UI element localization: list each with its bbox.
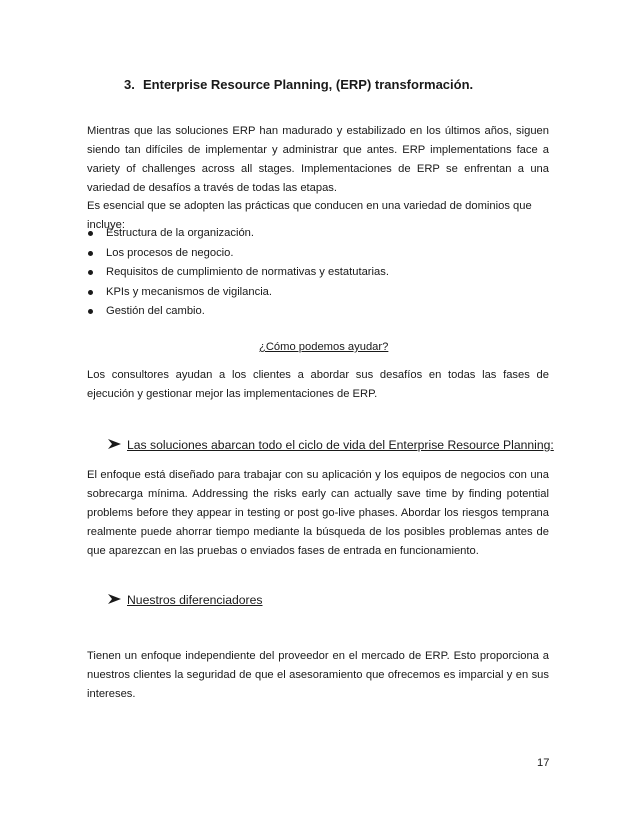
help-paragraph: Los consultores ayudan a los clientes a abordar sus desafíos en todas las fases de ejecución y gestionar mejor las implementaciones de ERP. [87,369,549,400]
section-heading [124,77,473,92]
list-item: Estructura de la organización. [87,224,389,244]
differentiators-paragraph: Tienen un enfoque independiente del proveedor en el mercado de ERP. Esto proporciona a nuestros clientes la seguridad de que el asesoramiento que ofrecemos es imparcial y en sus intereses. [87,650,549,700]
practices-intro: Es esencial que se adopten las prácticas que conducen en una variedad de dominios que incluye: [87,200,532,231]
list-item: Los procesos de negocio. [87,244,389,264]
practices-list [87,224,389,322]
help-heading: ¿Cómo podemos ayudar? [259,341,389,353]
intro-paragraph: Mientras que las soluciones ERP han madurado y estabilizado en los últimos años, siguen siendo tan difíciles de implementar y administrar que antes. ERP implementations face a variety of challenges across all stages. Implementaciones de ERP se enfrentan a una variedad de desafíos a través de todas las etapas. [87,125,549,194]
section-number: 3. [124,77,135,92]
bullet-dot-icon [88,251,93,256]
bullet-dot-icon [88,231,93,236]
list-item: Requisitos de cumplimiento de normativas y estatutarias. [87,263,389,283]
bullet-dot-icon [88,290,93,295]
section-title: Enterprise Resource Planning, (ERP) transformación. [143,77,474,92]
list-item: Gestión del cambio. [87,302,389,322]
lifecycle-heading: Las soluciones abarcan todo el ciclo de vida del Enterprise Resource Planning: [107,438,554,452]
differentiators-heading: Nuestros diferenciadores [107,593,263,607]
bullet-dot-icon [88,270,93,275]
arrowhead-bullet-icon [107,438,123,450]
list-item: KPIs y mecanismos de vigilancia. [87,283,389,303]
bullet-dot-icon [88,309,93,314]
page-number: 17 [537,757,550,769]
arrowhead-bullet-icon [107,593,123,605]
lifecycle-paragraph: El enfoque está diseñado para trabajar con su aplicación y los equipos de negocios con una sobrecarga mínima. Addressing the risks early can actually save time by finding potential problems before they appear in testing or post go-live phases. Abordar los riesgos temprana realmente puede ahorrar tiempo mediante la búsqueda de los posibles problemas antes de que aparezcan en las pruebas o enviados fases de entrada en funcionamiento. [87,469,549,557]
